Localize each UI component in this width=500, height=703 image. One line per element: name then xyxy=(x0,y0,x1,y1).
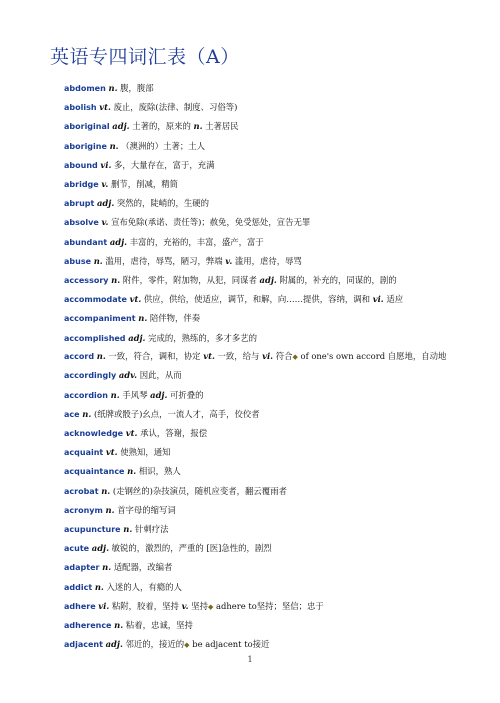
vocab-entry xyxy=(50,309,460,328)
vocab-entry xyxy=(50,482,460,501)
vocab-entry xyxy=(50,558,460,577)
headword: acquaint xyxy=(64,448,104,458)
definition: 敏锐的，激烈的，严重的 [医]急性的，剧烈 xyxy=(111,543,272,554)
vocab-entry xyxy=(50,405,460,424)
headword: aboriginal xyxy=(64,122,110,132)
definition: 邻近的，接近的 xyxy=(125,639,185,650)
definition: 突然的，陡峭的，生硬的 xyxy=(116,198,210,209)
vocab-entry xyxy=(50,213,460,232)
part-of-speech: adj. xyxy=(259,275,277,286)
headword: adherence xyxy=(64,620,112,630)
vocab-entry xyxy=(50,462,460,481)
definition: 相识，熟人 xyxy=(138,466,181,477)
vocab-entry xyxy=(50,79,460,98)
vocab-entry xyxy=(50,635,460,654)
definition: 承认，答谢，报偿 xyxy=(140,427,208,438)
headword: acrobat xyxy=(64,486,99,496)
phrase: of one's own accord 自愿地，自动地 xyxy=(300,350,447,361)
part-of-speech: n. xyxy=(108,83,118,93)
headword: abridge xyxy=(64,180,99,190)
vocab-entry xyxy=(50,616,460,635)
part-of-speech: vi. xyxy=(372,294,384,305)
vocab-entry xyxy=(50,329,460,348)
headword: accomplished xyxy=(64,333,126,343)
headword: abound xyxy=(64,160,98,170)
headword: accompaniment xyxy=(64,314,136,324)
definition: 针刺疗法 xyxy=(134,523,169,534)
vocab-entry xyxy=(50,117,460,136)
part-of-speech: v. xyxy=(101,217,109,228)
part-of-speech: n. xyxy=(111,275,121,286)
definition: 符合 xyxy=(275,350,293,361)
headword: acupuncture xyxy=(64,524,121,534)
definition: 滥用，虐待，辱骂 xyxy=(234,255,302,266)
headword: adjacent xyxy=(64,640,103,650)
definition: 首字母的缩写词 xyxy=(117,504,176,515)
definition: 丰富的，充裕的，丰富，盛产，富于 xyxy=(129,236,264,247)
headword: abdomen xyxy=(64,84,106,93)
part-of-speech: adj. xyxy=(91,543,109,554)
definition: 腹，腹部 xyxy=(120,83,154,93)
definition: 入迷的人，有瘾的人 xyxy=(106,581,182,592)
part-of-speech: vt. xyxy=(203,350,215,361)
vocab-entry xyxy=(50,98,460,117)
vocab-entry xyxy=(50,578,460,597)
vocab-entry xyxy=(50,348,460,367)
headword: abolish xyxy=(64,103,97,113)
part-of-speech: adj. xyxy=(97,198,115,209)
phrase: adhere to坚持；坚信；忠于 xyxy=(216,600,324,611)
definition: （澳洲的）土著；土人 xyxy=(121,140,206,151)
diamond-bullet-icon: ◆ xyxy=(207,602,214,611)
part-of-speech: adj. xyxy=(105,639,123,650)
part-of-speech: n. xyxy=(193,121,203,132)
definition: 一致，符合，调和，协定 xyxy=(108,350,201,361)
part-of-speech: vt. xyxy=(99,102,111,113)
part-of-speech: vt. xyxy=(129,294,142,305)
headword: addict xyxy=(64,582,93,592)
vocab-entry xyxy=(50,443,460,462)
phrase: be adjacent to接近 xyxy=(192,639,270,650)
vocab-entry xyxy=(50,520,460,539)
part-of-speech: n. xyxy=(123,523,133,534)
headword: absolve xyxy=(64,218,99,228)
definition: 供应，供给，使适应，调节，和解，向……提供，容纳，调和 xyxy=(143,294,371,305)
part-of-speech: vi. xyxy=(262,350,274,361)
headword: adapter xyxy=(64,563,100,573)
definition: 手风琴 xyxy=(122,389,148,400)
definition: 土著居民 xyxy=(205,121,239,132)
definition: 完成的，熟练的，多才多艺的 xyxy=(148,332,257,343)
definition: 可折叠的 xyxy=(170,389,204,400)
definition: 适配器，改编者 xyxy=(113,562,173,573)
headword: ace xyxy=(64,409,80,419)
headword: adhere xyxy=(64,601,96,611)
definition: (走钢丝的)杂技演员，随机应变者，翻云覆雨者 xyxy=(112,485,287,496)
headword: abundant xyxy=(64,237,108,247)
vocab-entry xyxy=(50,137,460,156)
part-of-speech: v. xyxy=(181,600,189,611)
vocab-entry xyxy=(50,386,460,405)
part-of-speech: vi. xyxy=(100,159,112,170)
vocab-entry xyxy=(50,539,460,558)
part-of-speech: n. xyxy=(102,562,112,573)
headword: acknowledge xyxy=(64,428,124,438)
vocabulary-list xyxy=(50,79,460,654)
headword: accord xyxy=(64,351,95,361)
part-of-speech: vi. xyxy=(98,600,110,611)
headword: acquaintance xyxy=(64,467,125,477)
part-of-speech: n. xyxy=(127,466,137,477)
headword: abuse xyxy=(64,256,92,266)
definition: 陪伴物，伴奏 xyxy=(149,313,201,324)
definition: 附件，零件，附加物，从犯，同谋者 xyxy=(122,275,257,286)
vocab-entry xyxy=(50,424,460,443)
part-of-speech: vt. xyxy=(125,427,138,438)
headword: accordingly xyxy=(64,371,117,381)
diamond-bullet-icon: ◆ xyxy=(292,352,298,361)
part-of-speech: n. xyxy=(105,504,115,515)
part-of-speech: adj. xyxy=(112,121,130,132)
definition: 多，大量存在，富于，充满 xyxy=(114,159,215,170)
headword: acute xyxy=(64,544,90,554)
headword: accordion xyxy=(64,390,108,400)
part-of-speech: n. xyxy=(96,350,106,361)
page-number: 1 xyxy=(247,655,253,664)
part-of-speech: v. xyxy=(225,255,233,266)
definition: 适应 xyxy=(386,294,404,305)
definition: 删节，削减，精简 xyxy=(111,179,178,190)
definition: 一致，给与 xyxy=(217,350,260,361)
vocab-entry xyxy=(50,290,460,309)
headword: accommodate xyxy=(64,295,127,305)
vocab-entry xyxy=(50,175,460,194)
page-title: 英语专四词汇表（A） xyxy=(50,46,240,68)
headword: acronym xyxy=(64,505,103,515)
part-of-speech: n. xyxy=(101,485,111,496)
part-of-speech: adj. xyxy=(109,236,128,247)
definition: 因此，从而 xyxy=(139,370,182,381)
definition: 粘着，忠诚，坚持 xyxy=(125,619,193,630)
vocab-entry xyxy=(50,366,460,385)
definition: 土著的，原来的 xyxy=(132,121,191,132)
part-of-speech: n. xyxy=(110,389,120,400)
part-of-speech: n. xyxy=(138,313,148,324)
definition: (纸牌或骰子)幺点，一流人才，高手，佼佼者 xyxy=(93,408,260,419)
definition: 附属的，补充的，同谋的，剧的 xyxy=(279,275,397,286)
headword: accessory xyxy=(64,276,109,286)
vocab-entry xyxy=(50,252,460,271)
definition: 滥用，虐待，辱骂，陋习，弊端 xyxy=(105,255,223,266)
part-of-speech: adj. xyxy=(128,332,146,343)
part-of-speech: n. xyxy=(109,140,119,151)
vocab-entry xyxy=(50,233,460,252)
vocab-entry xyxy=(50,501,460,520)
part-of-speech: adj. xyxy=(150,389,168,400)
definition: 使熟知，通知 xyxy=(120,447,171,458)
part-of-speech: n. xyxy=(114,619,124,630)
part-of-speech: n. xyxy=(93,255,103,266)
diamond-bullet-icon: ◆ xyxy=(184,641,190,650)
headword: aborigine xyxy=(64,141,107,151)
part-of-speech: n. xyxy=(94,581,104,592)
part-of-speech: n. xyxy=(82,408,92,419)
part-of-speech: vt. xyxy=(105,447,118,458)
part-of-speech: v. xyxy=(101,179,109,190)
vocab-entry xyxy=(50,194,460,213)
definition: 坚持 xyxy=(191,600,208,611)
vocab-entry xyxy=(50,156,460,175)
part-of-speech: adv. xyxy=(118,370,138,381)
vocab-entry xyxy=(50,597,460,616)
vocab-entry xyxy=(50,271,460,290)
definition: 粘附，胶着，坚持 xyxy=(111,600,179,611)
headword: abrupt xyxy=(64,199,95,209)
definition: 宣布免除(承诺、责任等)；赦免，免受惩处，宣告无罪 xyxy=(111,217,311,228)
definition: 废止，废除(法律、制度、习俗等) xyxy=(113,102,238,113)
